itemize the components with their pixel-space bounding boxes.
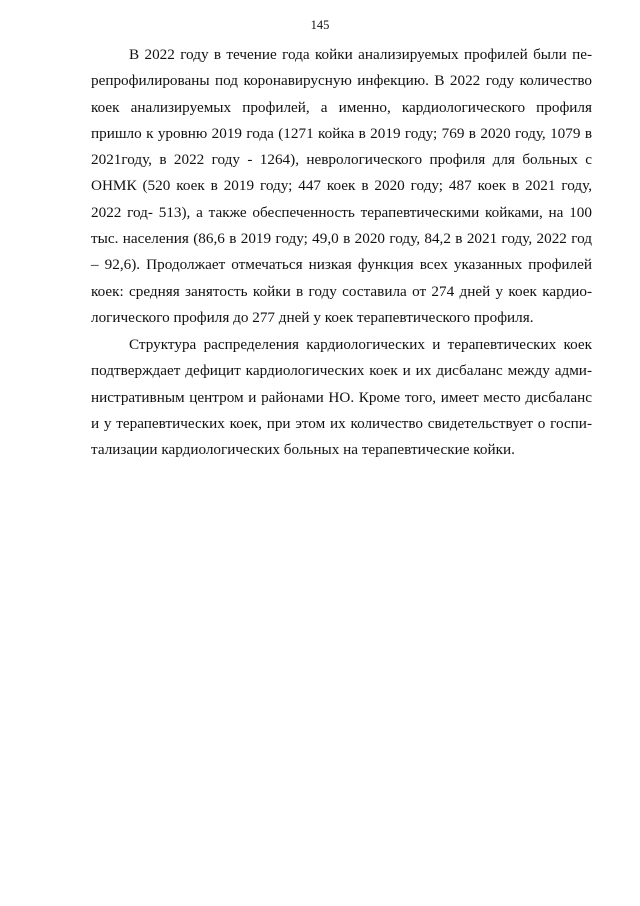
text-line: 2022 год- 513), а также обеспеченность терапевтическими койками, на 100	[91, 203, 592, 221]
text-line: тализации кардиологических больных на терапевтические койки.	[91, 441, 515, 459]
text-line: подтверждает дефицит кардиологических коек и их дисбаланс между адми-	[91, 362, 592, 380]
text-line: тыс. населения (86,6 в 2019 году; 49,0 в 2020 году, 84,2 в 2021 году, 2022 год	[91, 230, 592, 248]
text-line: Структура распределения кардиологических и терапевтических коек	[129, 336, 592, 353]
text-line: коек: средняя занятость койки в году составила от 274 дней у коек кардио-	[91, 282, 592, 300]
page-number: 145	[310, 18, 330, 32]
text-line: 2021году, в 2022 году - 1264), неврологического профиля для больных с	[91, 151, 592, 169]
text-line: коек анализируемых профилей, а именно, кардиологического профиля	[91, 98, 592, 116]
text-line: и у терапевтических коек, при этом их количество свидетельствует о госпи-	[91, 414, 592, 432]
text-line: репрофилированы под коронавирусную инфекцию. В 2022 году количество	[91, 72, 592, 90]
text-line: пришло к уровню 2019 года (1271 койка в 2019 году; 769 в 2020 году, 1079 в	[91, 124, 592, 142]
text-line: В 2022 году в течение года койки анализируемых профилей были пе-	[129, 46, 592, 63]
text-line: логического профиля до 277 дней у коек терапевтического профиля.	[91, 308, 534, 326]
text-line: нистративным центром и районами НО. Кроме того, имеет место дисбаланс	[91, 388, 592, 406]
text-line: ОНМК (520 коек в 2019 году; 447 коек в 2020 году; 487 коек в 2021 году,	[91, 177, 592, 195]
paragraph-1	[91, 42, 592, 331]
paragraph-2	[91, 332, 592, 463]
text-line: – 92,6). Продолжает отмечаться низкая функция всех указанных профилей	[91, 256, 592, 274]
